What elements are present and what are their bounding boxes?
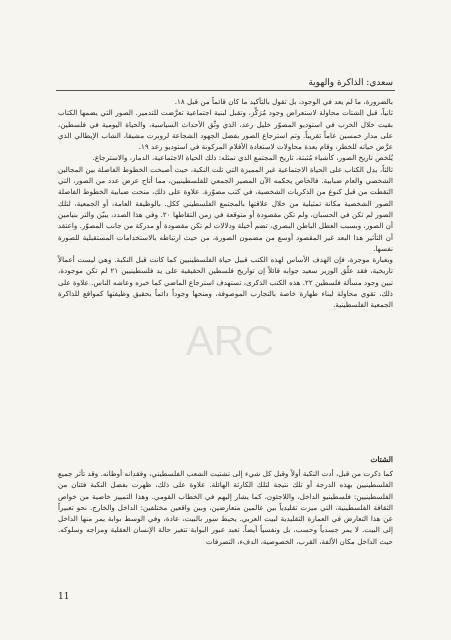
paragraph: وبعبارة موجزة، فإن الهدف الأساس لهذه الكتب قبيل حياة الفلسطينيين كما كانت قبل النكبة. وهي ليست أعمالاً تاريخية، فقد علّق الوزير سعيد جوابه قائلاً إن تواريخ فلسطين الحقيقية على يد فلسطينيين ٢١ لم تكن موجودة، تبين وجود مسألة فلسطين ٢٢. هذه الكتب الذكرى، تستهدف استرجاع الماضي كما خبره وعاشه الناس. علاوة على ذلك، تقوي محاولة لبناء طهارة خاصة بالتجارب الموصوفة، ومنحها وجوداً دائماً بحقيق وظيفتها كمواقع للذاكرة الجمعية الفلسطينية. [58, 255, 393, 310]
header-rule [56, 90, 395, 91]
section-heading: الشتات [370, 455, 393, 464]
paragraph: بالضرورة، ما لم يعد في الوجود، بل تقول بالتأكيد ما كان قائماً من قبل ١٨. [174, 97, 393, 106]
page-number: 11 [58, 592, 70, 602]
paragraph: يُلخص تاريخ الصور، كأشياء مُثبتة، تاريخ المجتمع الذي تمثله: ذلك الحياة الاجتماعية، الدمار، والاسترجاع. [92, 153, 393, 163]
section-1-body [58, 96, 393, 311]
section-2-body [58, 468, 393, 547]
paragraph: كما ذكرت من قبل، أدت النكبة أولاً وقبل كل شيء إلى تشتيت الشعب الفلسطيني، وفقدانه أوطانه. وقد تأثر جميع الفلسطينيين بهذه الدرجة أو تلك نتيجة لتلك الكارثة الهائلة. علاوة على ذلك، ظهرت بفضل النكبة فئتان من الفلسطينيين: فلسطينيو الداخل، واللاجئون، كما يشار إليهم في الخطاب القومي. وهذا التمييز خاصية من خواص الثقافة الفلسطينية، التي ميزت تقليدياً بين عالمين متعارضين، وبين واقعين مختلفين: الداخل والخارج. نحو تعبيراً عن هذا التعارض في العمارة التقليدية لبيت العربي. يحيط سور بالبيت، عادة، وفي الوسط بوابة يمر منها الداخل إلى البيت. لا يمر جسدياً وحسب، بل ونفسياً أيضاً. تعبد عبور البوابة تتغير حالة الإنسان العقلية ومزاجه وسلوكه. حيث الداخل مكان الألفة، القرب، الخصوصية، الدفء، التصرفات [58, 469, 393, 546]
paragraph: ثالثاً، يدل الكتاب على الحياة الاجتماعية غير المميزة التي تلت النكبة، حيث أصبحت الخطوط الفاصلة بين المجالين الشخصي والعام ضبابية. فالخاص يحكمه الآن المصير الجمعي للفلسطينيين، مما أتاح عرض عدد من الصور، التي التقطت من قبل كنوع من الذكريات الشخصية، في كتب مصوّرة. علاوة على ذلك، منحت ضبابية الخطوط الفاصلة الصور الشخصية مكانة تمثيلية من خلال علاقتها بالمجتمع الفلسطيني ككل. بالوظيفة العامة، أو الجمعية، لتلك الصور لم تكن في الحسبان، ولم تكن مقصودة أو متوقعة في زمن التقاطها ٢٠. وفي هذا الصدد، يبيّن والتر بنيامين أن الصور، وبسبب العطل الباطن البصري، تضم أخيلة ودلالات لم تكن مقصودة أو مدركة من جانب المصوّر. واعتقد أن التأثير هذا البعد غير المقصود أوسع من مضمون الصورة، من حيث ارتباطه بالاستخدامات المستقبلية للصورة نفسها. [58, 164, 393, 253]
running-header: سعدي: الذاكرة والهوية [308, 78, 393, 88]
watermark-text: ARC [185, 317, 275, 364]
archive-watermark-logo [170, 300, 290, 380]
paragraph: ثانياً، قبل الشتات محاولة لاستعراض وجود مُرَكِّز، وتقبل لبنية اجتماعية تعرَّضت للتدمير. الصور التي يضمها الكتاب بقيت خلال الحرب في استوديو المصوّر خليل رعد، الذي وثّق الأحداث السياسية، والحياة اليومية في فلسطين، على مدار خمسين عاماً تقريباً. وتم استرجاع الصور بفضل الجهود الشجاعة لروبرت مشيقا، الشاب الإيطالي الذي عرَّض حياته للخطر، وقام بعدة محاولات لاستعادة الأفلام المركونة في استوديو رعد ١٩. [58, 108, 393, 152]
